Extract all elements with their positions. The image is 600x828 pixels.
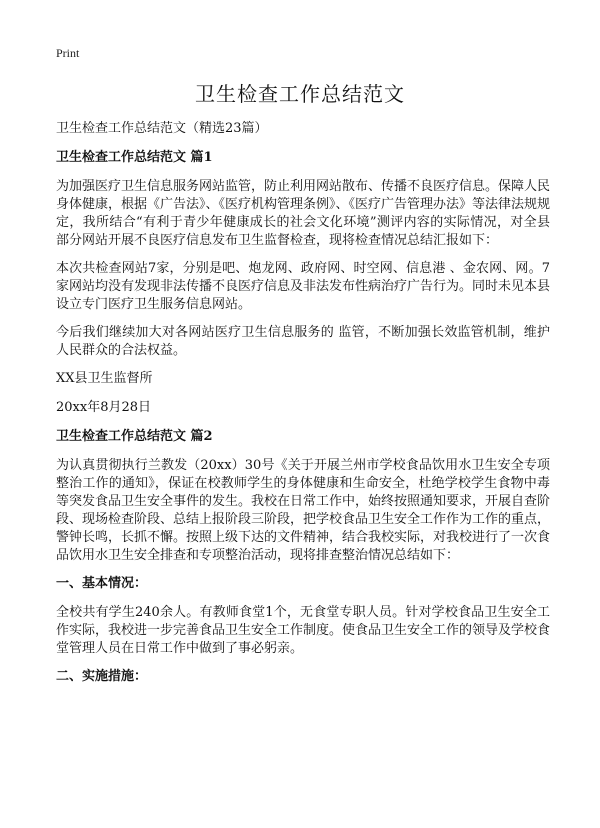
article-2-paragraph-2: 全校共有学生240余人。有教师食堂1个，无食堂专职人员。针对学校食品卫生安全工作实际，我校进一步完善食品卫生安全工作制度。使食品卫生安全工作的领导及学校食堂管理人员在日常工作中做到了事必躬亲。	[56, 605, 551, 656]
article-1-organization: XX县卫生监督所	[56, 371, 153, 386]
article-1-date: 20xx年8月28日	[56, 400, 152, 415]
article-2-heading: 卫生检查工作总结范文 篇2	[56, 429, 213, 444]
article-2-section-1-heading: 一、基本情况：	[56, 576, 148, 591]
article-2-paragraph-1: 为认真贯彻执行兰教发（20xx）30号《关于开展兰州市学校食品饮用水卫生安全专项整治工作的通知》，保证在校教师学生的身体健康和生命安全，杜绝学校学生食物中毒等突发食品卫生安全事件的发生。我校在日常工作中，始终按照通知要求，开展自查阶段、现场检查阶段、总结上报阶段三阶段，把学校食品卫生安全工作作为工作的重点，警钟长鸣，长抓不懈。按照上级下达的文件精神，结合我校实际，对我校进行了一次食品饮用水卫生安全排查和专项整治活动，现将排查整治情况总结如下：	[56, 458, 551, 563]
article-2-section-2-heading: 二、实施措施：	[56, 669, 148, 684]
print-link[interactable]: Print	[56, 46, 80, 60]
article-1-paragraph-1: 为加强医疗卫生信息服务网站监管，防止利用网站散布、传播不良医疗信息。保障人民身体健康，根据《广告法》、《医疗机构管理条例》、《医疗广告管理办法》等法律法规规定，我所结合“有利于青少年健康成长的社会文化环境”测评内容的实际情况，对全县部分网站开展不良医疗信息发布卫生监督检查，现将检查情况总结汇报如下：	[56, 179, 551, 248]
document-subtitle: 卫生检查工作总结范文（精选23篇）	[56, 121, 268, 136]
document-body	[56, 120, 550, 697]
article-1-paragraph-2: 本次共检查网站7家，分别是吧、炮龙网、政府网、时空网、信息港 、金农网、网。7家网站均没有发现非法传播不良医疗信息及非法发布性病治疗广告行为。同时未见本县设立专门医疗卫生服务信息网站。	[56, 261, 551, 312]
article-1-heading: 卫生检查工作总结范文 篇1	[56, 150, 213, 165]
page-title: 卫生检查工作总结范文	[195, 82, 405, 106]
article-1-paragraph-3: 今后我们继续加大对各网站医疗卫生信息服务的 监管，不断加强长效监管机制，维护人民群众的合法权益。	[56, 325, 550, 358]
